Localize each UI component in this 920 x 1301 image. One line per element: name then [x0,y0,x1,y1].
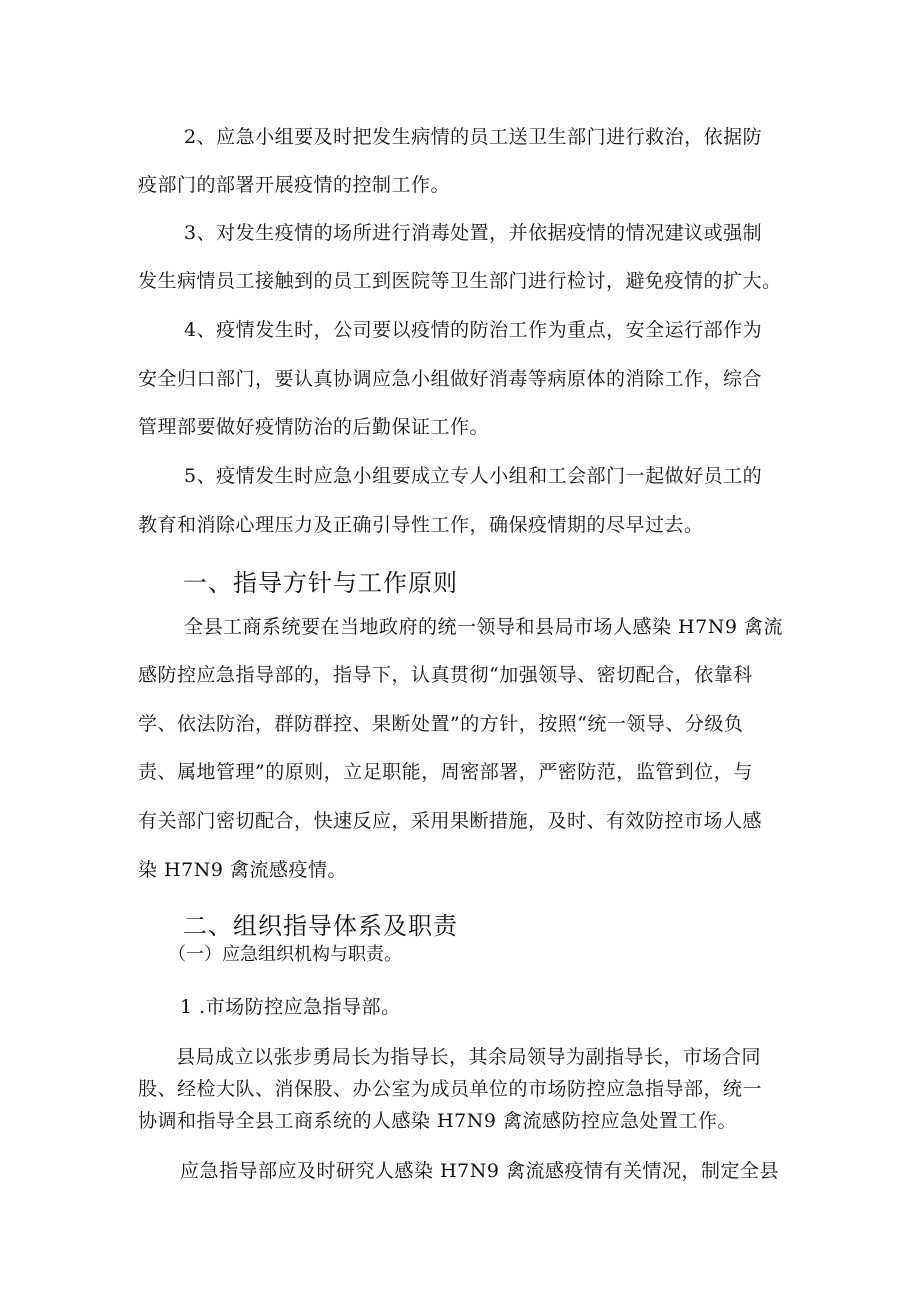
paragraph-line: 染 H7N9 禽流感疫情。 [138,859,347,881]
section-heading-2: 二、组织指导体系及职责 [183,912,458,940]
paragraph-line: 3、对发生疫情的场所进行消毒处置，并依据疫情的情况建议或强制 [184,222,763,244]
paragraph-line: 4、疫情发生时，公司要以疫情的防治工作为重点，安全运行部作为 [184,319,763,341]
paragraph-line: 发生病情员工接触到的员工到医院等卫生部门进行检讨，避免疫情的扩大。 [138,270,782,292]
paragraph-line: 教育和消除心理压力及正确引导性工作，确保疫情期的尽早过去。 [138,514,704,536]
paragraph-line: 应急指导部应及时研究人感染 H7N9 禽流感疫情有关情况，制定全县 [180,1160,779,1182]
paragraph-line: 股、经检大队、消保股、办公室为成员单位的市场防控应急指导部，统一 [138,1078,763,1100]
paragraph-line: 安全归口部门，要认真协调应急小组做好消毒等病原体的消除工作，综合 [138,368,763,390]
paragraph-line: 县局成立以张步勇局长为指导长，其余局领导为副指导长，市场合同 [176,1046,762,1068]
paragraph-line: 协调和指导全县工商系统的人感染 H7N9 禽流感防控应急处置工作。 [138,1110,737,1132]
subsection-heading: （一）应急组织机构与职责。 [168,944,402,965]
paragraph-line: 5、疫情发生时应急小组要成立专人小组和工会部门一起做好员工的 [184,465,763,487]
paragraph-line: 管理部要做好疫情防治的后勤保证工作。 [138,416,490,438]
paragraph-line: 全县工商系统要在当地政府的统一领导和县局市场人感染 H7N9 禽流 [184,616,783,638]
list-item: 1 .市场防控应急指导部。 [180,996,401,1018]
paragraph-line: 学、依法防治，群防群控、果断处置”的方针，按照“统一领导、分级负 [138,713,744,735]
paragraph-line: 有关部门密切配合，快速反应，采用果断措施，及时、有效防控市场人感 [138,810,763,832]
paragraph-line: 2、应急小组要及时把发生病情的员工送卫生部门进行救治，依据防 [184,126,763,148]
section-heading-1: 一、指导方针与工作原则 [183,569,458,597]
paragraph-line: 疫部门的部署开展疫情的控制工作。 [138,174,451,196]
paragraph-line: 责、属地管理”的原则，立足职能，周密部署，严密防范，监管到位，与 [138,761,753,783]
paragraph-line: 感防控应急指导部的，指导下，认真贯彻“加强领导、密切配合，依靠科 [138,664,753,686]
